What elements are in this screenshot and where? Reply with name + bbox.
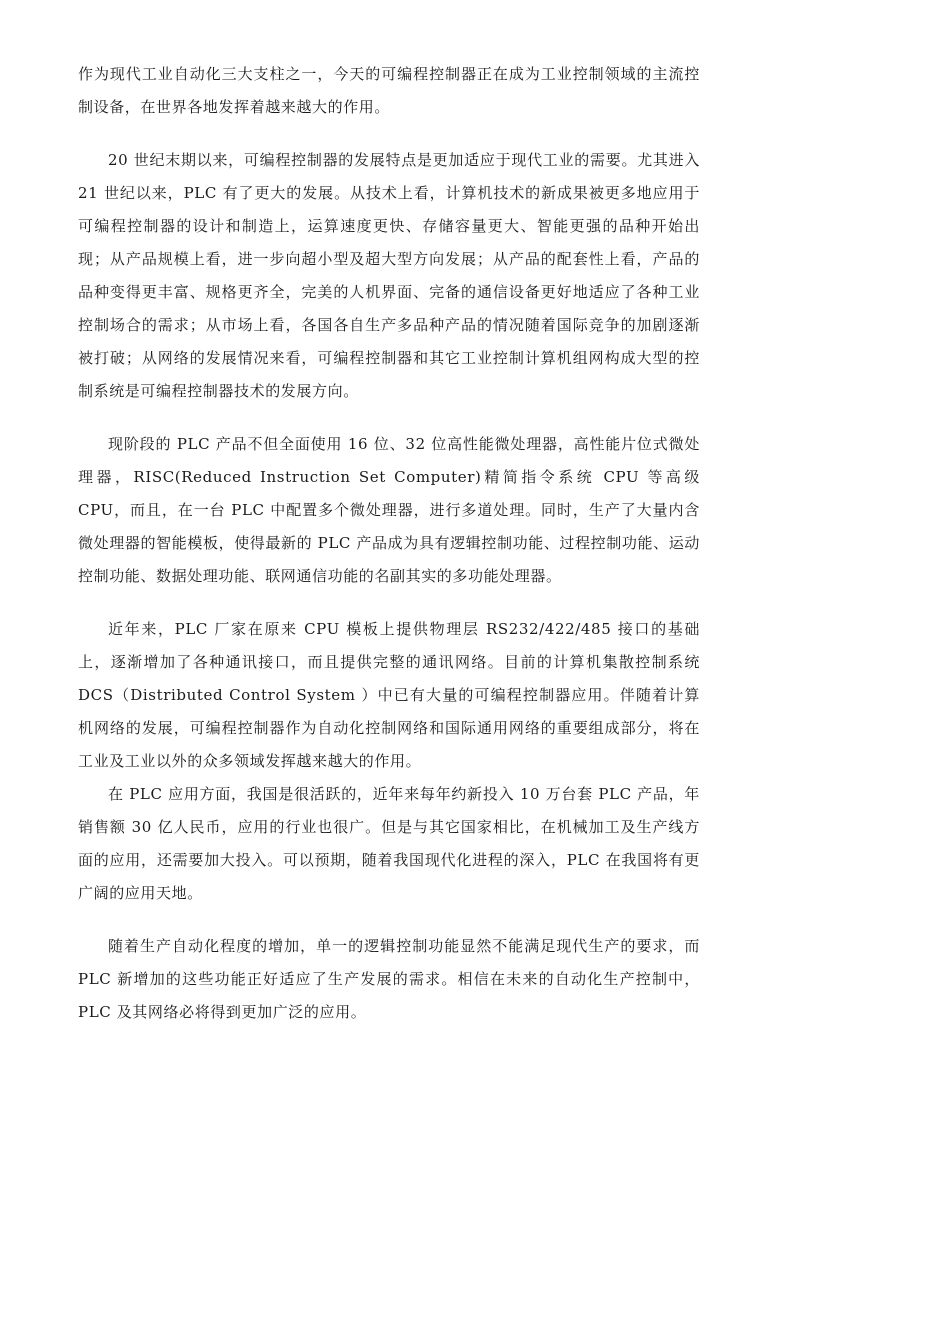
paragraph-3: 现阶段的 PLC 产品不但全面使用 16 位、32 位高性能微处理器，高性能片位式微处理器，RISC(Reduced Instruction Set Computer)精简指令系统 CPU 等高级 CPU，而且，在一台 PLC 中配置多个微处理器，进行多道处理。同时，生产了大量内含微处理器的智能模板，使得最新的 PLC 产品成为具有逻辑控制功能、过程控制功能、运动控制功能、数据处理功能、联网通信功能的名副其实的多功能处理器。: [78, 435, 700, 585]
document-body: [78, 58, 700, 1029]
paragraph-1: 作为现代工业自动化三大支柱之一，今天的可编程控制器正在成为工业控制领域的主流控制设备，在世界各地发挥着越来越大的作用。: [78, 65, 700, 116]
paragraph-5: 在 PLC 应用方面，我国是很活跃的，近年来每年约新投入 10 万台套 PLC 产品，年销售额 30 亿人民币，应用的行业也很广。但是与其它国家相比，在机械加工及生产线方面的应用，还需要加大投入。可以预期，随着我国现代化进程的深入，PLC 在我国将有更广阔的应用天地。: [78, 785, 700, 902]
paragraph-2: 20 世纪末期以来，可编程控制器的发展特点是更加适应于现代工业的需要。尤其进入 21 世纪以来，PLC 有了更大的发展。从技术上看，计算机技术的新成果被更多地应用于可编程控制器的设计和制造上，运算速度更快、存储容量更大、智能更强的品种开始出现；从产品规模上看，进一步向超小型及超大型方向发展；从产品的配套性上看，产品的品种变得更丰富、规格更齐全，完美的人机界面、完备的通信设备更好地适应了各种工业控制场合的需求；从市场上看，各国各自生产多品种产品的情况随着国际竞争的加剧逐渐被打破；从网络的发展情况来看，可编程控制器和其它工业控制计算机组网构成大型的控制系统是可编程控制器技术的发展方向。: [78, 151, 700, 400]
paragraph-4: 近年来，PLC 厂家在原来 CPU 模板上提供物理层 RS232/422/485 接口的基础上，逐渐增加了各种通讯接口，而且提供完整的通讯网络。目前的计算机集散控制系统 DCS（Distributed Control System ）中已有大量的可编程控制器应用。伴随着计算机网络的发展，可编程控制器作为自动化控制网络和国际通用网络的重要组成部分，将在工业及工业以外的众多领域发挥越来越大的作用。: [78, 620, 700, 770]
paragraph-6: 随着生产自动化程度的增加，单一的逻辑控制功能显然不能满足现代生产的要求，而 PLC 新增加的这些功能正好适应了生产发展的需求。相信在未来的自动化生产控制中，PLC 及其网络必将得到更加广泛的应用。: [78, 937, 700, 1021]
